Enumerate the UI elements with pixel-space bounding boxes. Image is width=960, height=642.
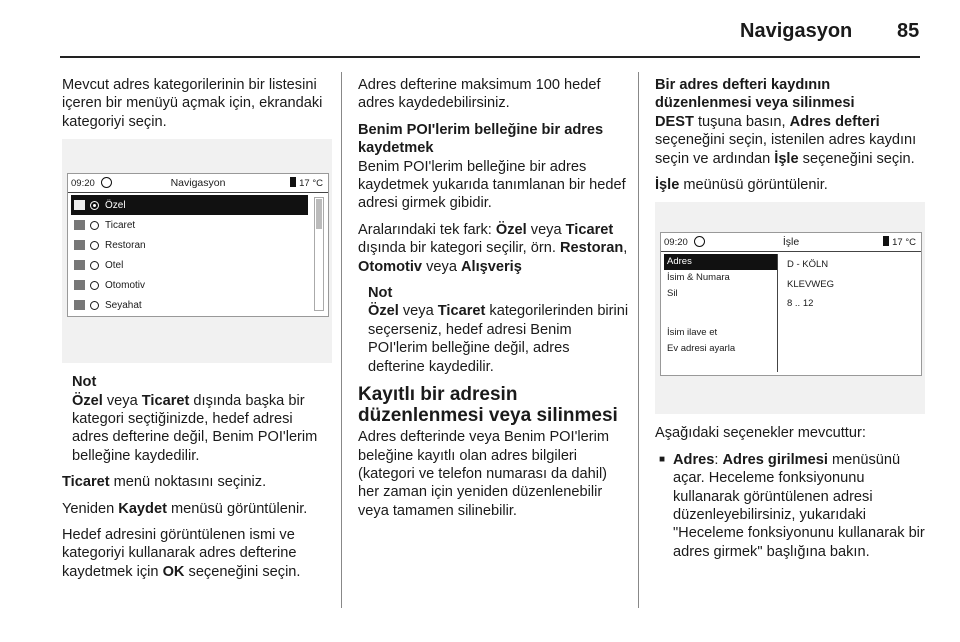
header-rule: [60, 56, 920, 58]
page-number: 85: [897, 20, 920, 42]
paragraph-text: dışında bir kategori seçilir, örn.: [358, 240, 560, 257]
list-scrollbar[interactable]: [314, 197, 324, 311]
page-title: Navigasyon: [740, 20, 853, 42]
paragraph: Benim POI'lerim belleğine bir adres kaydetmek yukarıda tanımlanan bir hedef adresi girmek gibidir.: [358, 158, 626, 212]
column-divider: [341, 72, 342, 608]
paragraph-text: menüsü görüntülenir.: [166, 500, 308, 517]
address-value-number: 8 .. 12: [787, 298, 814, 310]
category-icon: [74, 260, 85, 270]
category-label: Otomotiv: [105, 279, 146, 291]
menu-item-isim-ilave-et[interactable]: İsim ilave et: [667, 327, 718, 339]
menu-term: Özel: [495, 221, 527, 238]
column-3: [655, 76, 925, 567]
radio-icon: [90, 301, 99, 310]
paragraph-text: tuşuna basın,: [693, 113, 790, 130]
note-block: [368, 284, 630, 376]
paragraph: Adres defterine maksimum 100 hedef adres kaydedebilirsiniz.: [358, 77, 601, 112]
category-item-restoran[interactable]: [71, 235, 308, 255]
options-list: [655, 451, 925, 561]
category-icon: [74, 220, 85, 230]
category-icon: [74, 200, 85, 210]
category-label: Ticaret: [105, 219, 136, 231]
paragraph: [62, 500, 332, 518]
paragraph: [62, 526, 332, 581]
paragraph-text: meünüsü görüntülenir.: [679, 177, 828, 194]
category-icon: [74, 300, 85, 310]
page-header: [0, 16, 960, 50]
paragraph-text: veya: [422, 258, 461, 275]
note-text: veya: [102, 392, 142, 409]
edit-screen: [660, 232, 922, 376]
paragraph-text: seçeneğini seçin.: [798, 150, 915, 167]
address-value-city: D - KÖLN: [787, 259, 829, 271]
category-label: Özel: [105, 199, 126, 211]
navigation-screen-figure: [62, 139, 332, 363]
category-icon: [74, 240, 85, 250]
list-text: menüsünü açar. Heceleme fonksiyonunu kullanarak görüntülenen adresi düzenleyebilirsiniz, yukarıdaki "Heceleme fonksiyonunu kullanarak bir adres girmek" başlığına bakın.: [673, 451, 925, 560]
radio-icon: [90, 261, 99, 270]
menu-term: Adres: [673, 451, 715, 468]
category-icon: [74, 280, 85, 290]
menu-term: Ticaret: [62, 474, 110, 491]
screen-temperature: [290, 177, 323, 190]
section-heading: Bir adres defteri kaydının düzenlenmesi veya silinmesi: [655, 77, 855, 112]
paragraph-text: Hedef adresini görüntülenen ismi ve kategoriyi kullanarak adres defterine kaydetmek için: [62, 527, 297, 580]
radio-icon: [90, 241, 99, 250]
paragraph: Adres defterinde veya Benim POI'lerim beleğine kayıtlı olan adres bilgileri (kategori ve telefon numarası da dahil) her zaman için yeniden düzenlenebilir veya tamamen silinebilir.: [358, 429, 609, 519]
screen-status-bar: [68, 174, 328, 193]
paragraph: [358, 221, 630, 276]
temperature-value: 17 °C: [892, 237, 916, 249]
screen-temperature: [883, 236, 916, 249]
screen-status-bar: [661, 233, 921, 252]
radio-icon: [90, 221, 99, 230]
screen-title: İşle: [782, 236, 800, 249]
category-label: Otel: [105, 259, 124, 271]
screen-title: Navigasyon: [170, 177, 226, 190]
note-term: Ticaret: [141, 392, 190, 409]
address-value-street: KLEVWEG: [787, 279, 834, 291]
category-item-ticaret[interactable]: [71, 215, 308, 235]
thermometer-icon: [883, 236, 889, 246]
menu-gap: [664, 302, 777, 325]
column-2: [358, 76, 630, 528]
paragraph-text: seçeneğini seçin.: [184, 563, 301, 580]
paragraph: [655, 113, 925, 168]
note-text: dışında başka bir kategori seçtiğinizde, hedef adresi adres defterine değil, Benim POI'lerim belleğine kaydedilir.: [72, 392, 318, 464]
menu-term: Otomotiv: [358, 258, 423, 275]
screen-time: 09:20: [71, 178, 95, 190]
intro-paragraph: Mevcut adres kategorilerinin bir listesini içeren bir menüyü açmak için, ekrandaki kategoriyi seçin.: [62, 77, 323, 130]
column-divider: [638, 72, 639, 608]
menu-term: Kaydet: [118, 500, 167, 517]
category-label: Seyahat: [105, 299, 142, 311]
edit-menu: [664, 254, 778, 372]
thermometer-icon: [290, 177, 296, 187]
screen-time: 09:20: [664, 237, 688, 249]
menu-term: Adres defteri: [789, 113, 880, 130]
category-label: Restoran: [105, 239, 146, 251]
paragraph: [62, 473, 332, 491]
list-item: [655, 451, 925, 561]
note-title: Not: [72, 374, 97, 391]
category-item-seyahat[interactable]: [71, 295, 308, 315]
scrollbar-thumb[interactable]: [316, 199, 322, 229]
paragraph-text: menü noktasını seçiniz.: [109, 474, 267, 491]
paragraph-text: ,: [623, 240, 628, 257]
edit-screen-figure: [655, 202, 925, 414]
menu-item-ev-adresi-ayarla[interactable]: Ev adresi ayarla: [667, 343, 736, 355]
menu-term: İşle: [774, 150, 799, 167]
paragraph: [655, 176, 925, 194]
menu-term: Adres girilmesi: [722, 451, 828, 468]
paragraph-text: seçeneğini seçin, istenilen adres kaydını seçin ve ardından: [655, 132, 917, 167]
menu-term: OK: [162, 563, 185, 580]
navigation-screen: [67, 173, 329, 317]
paragraph-text: Aralarındaki tek fark:: [358, 221, 496, 238]
menu-item-adres[interactable]: Adres: [664, 254, 777, 270]
key-term: DEST: [655, 113, 694, 130]
menu-item-sil[interactable]: Sil: [667, 288, 678, 300]
paragraph: Aşağıdaki seçenekler mevcuttur:: [655, 425, 866, 442]
note-term: Özel: [72, 392, 103, 409]
radio-selected-icon: [90, 201, 99, 210]
section-heading-large: Kayıtlı bir adresin düzenlenmesi veya silinmesi: [358, 384, 618, 427]
menu-term: Restoran: [559, 240, 624, 257]
paragraph-text: veya: [526, 221, 566, 238]
menu-term: Ticaret: [565, 221, 614, 238]
note-term: Ticaret: [437, 303, 486, 320]
category-list: [71, 195, 308, 315]
note-text: veya: [398, 303, 438, 320]
column-1: [62, 76, 332, 589]
menu-item-isim-numara[interactable]: İsim & Numara: [667, 272, 730, 284]
note-block: [72, 373, 332, 465]
note-term: Özel: [368, 303, 399, 320]
list-text: :: [714, 451, 723, 468]
section-heading: Benim POI'lerim belleğine bir adres kaydetmek: [358, 121, 604, 157]
menu-term: İşle: [655, 177, 680, 194]
note-text: kategorilerinden birini seçerseniz, hedef adresi Benim POI'lerim belleğine değil, adres defterine kaydedilir.: [368, 303, 629, 375]
menu-term: Alışveriş: [461, 258, 522, 275]
temperature-value: 17 °C: [299, 178, 323, 190]
radio-icon: [90, 281, 99, 290]
paragraph-text: Yeniden: [62, 500, 119, 517]
category-item-otel[interactable]: [71, 255, 308, 275]
category-item-otomotiv[interactable]: [71, 275, 308, 295]
note-title: Not: [368, 285, 393, 302]
category-item-ozel[interactable]: [71, 195, 308, 215]
